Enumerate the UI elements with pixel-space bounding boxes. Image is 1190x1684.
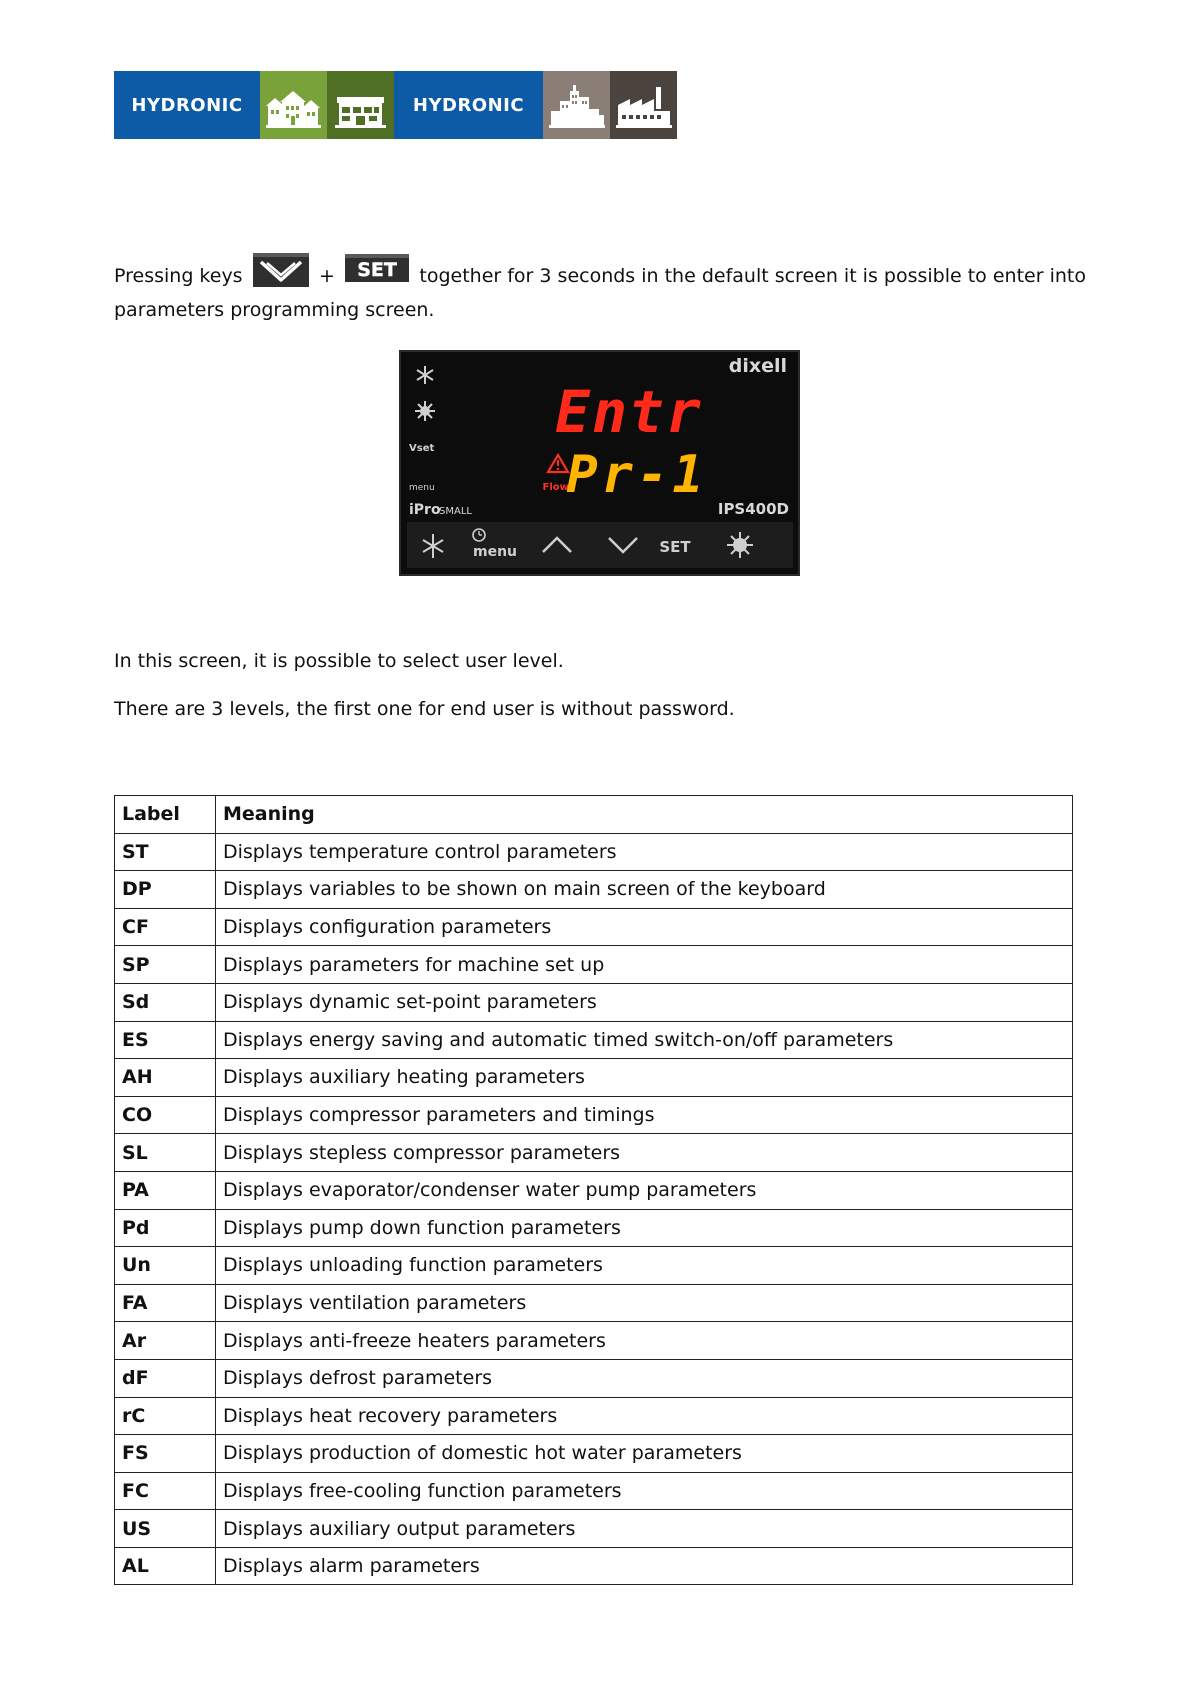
table-row [115, 908, 1073, 946]
row-label: ES [115, 1021, 216, 1059]
banner-title-left: HYDRONIC [114, 71, 260, 139]
row-meaning: Displays stepless compressor parameters [216, 1134, 1073, 1172]
table-row [115, 1021, 1073, 1059]
model-left-small: SMALL [439, 506, 472, 517]
banner-title-right: HYDRONIC [394, 71, 543, 139]
down-arrow-key-icon [253, 253, 309, 287]
row-meaning: Displays energy saving and automatic timed switch-on/off parameters [216, 1021, 1073, 1059]
row-label: ST [115, 833, 216, 871]
row-label: PA [115, 1171, 216, 1209]
factory-icon [610, 71, 677, 139]
table-row [115, 1096, 1073, 1134]
row-meaning: Displays defrost parameters [216, 1359, 1073, 1397]
set-key-label: SET [357, 259, 397, 281]
row-label: FS [115, 1435, 216, 1473]
flow-label: Flow! [542, 482, 574, 493]
row-label: Un [115, 1247, 216, 1285]
table-row [115, 983, 1073, 1021]
display-bottom: Pr-1 [566, 445, 708, 505]
side-vset: Vset [409, 443, 435, 454]
model-right: IPS400D [717, 500, 789, 518]
model-left: iPro [409, 502, 441, 518]
row-meaning: Displays parameters for machine set up [216, 946, 1073, 984]
table-row [115, 1209, 1073, 1247]
row-meaning: Displays configuration parameters [216, 908, 1073, 946]
row-meaning: Displays auxiliary heating parameters [216, 1059, 1073, 1097]
table-row [115, 1510, 1073, 1548]
row-label: dF [115, 1359, 216, 1397]
controller-brand: dixell [728, 355, 787, 377]
row-meaning: Displays unloading function parameters [216, 1247, 1073, 1285]
row-meaning: Displays auxiliary output parameters [216, 1510, 1073, 1548]
intro-paragraph [114, 256, 1086, 329]
side-menu: menu [409, 483, 435, 493]
row-meaning: Displays variables to be shown on main screen of the keyboard [216, 871, 1073, 909]
commercial-building-icon [327, 71, 394, 139]
table-row [115, 1059, 1073, 1097]
intro-plus-text: + [319, 264, 335, 287]
table-row [115, 1171, 1073, 1209]
table-row [115, 833, 1073, 871]
table-row [115, 1134, 1073, 1172]
table-row [115, 1547, 1073, 1585]
residential-buildings-icon [260, 71, 327, 139]
intro-rest-text: together for 3 seconds in the default screen it is possible to enter into [419, 264, 1086, 287]
set-button: SET [659, 538, 691, 556]
table-row [115, 1284, 1073, 1322]
row-label: CO [115, 1096, 216, 1134]
table-row [115, 1435, 1073, 1473]
table-row [115, 1397, 1073, 1435]
row-label: FA [115, 1284, 216, 1322]
row-label: DP [115, 871, 216, 909]
row-label: SL [115, 1134, 216, 1172]
row-meaning: Displays heat recovery parameters [216, 1397, 1073, 1435]
header-banner [114, 71, 680, 139]
city-skyline-icon [543, 71, 610, 139]
controller-photo [399, 350, 800, 576]
intro-pressing-text: Pressing keys [114, 264, 243, 287]
table-row [115, 1359, 1073, 1397]
menu-button: menu [472, 544, 518, 560]
row-meaning: Displays dynamic set-point parameters [216, 983, 1073, 1021]
table-row [115, 946, 1073, 984]
levels-text: There are 3 levels, the first one for end user is without password. [114, 698, 735, 720]
header-meaning: Meaning [216, 796, 1073, 834]
row-meaning: Displays anti-freeze heaters parameters [216, 1322, 1073, 1360]
row-meaning: Displays compressor parameters and timings [216, 1096, 1073, 1134]
header-label: Label [115, 796, 216, 834]
row-label: AH [115, 1059, 216, 1097]
row-label: CF [115, 908, 216, 946]
row-meaning: Displays production of domestic hot water parameters [216, 1435, 1073, 1473]
row-label: Sd [115, 983, 216, 1021]
table-header-row [115, 796, 1073, 834]
row-meaning: Displays alarm parameters [216, 1547, 1073, 1585]
row-label: FC [115, 1472, 216, 1510]
row-meaning: Displays evaporator/condenser water pump parameters [216, 1171, 1073, 1209]
row-label: rC [115, 1397, 216, 1435]
row-meaning: Displays pump down function parameters [216, 1209, 1073, 1247]
set-key-icon [345, 254, 409, 282]
row-label: SP [115, 946, 216, 984]
row-label: AL [115, 1547, 216, 1585]
table-row [115, 1472, 1073, 1510]
sun-icon [415, 401, 435, 421]
table-row [115, 1247, 1073, 1285]
row-meaning: Displays temperature control parameters [216, 833, 1073, 871]
table-row [115, 871, 1073, 909]
row-label: Pd [115, 1209, 216, 1247]
display-top: Entr [555, 378, 703, 446]
row-meaning: Displays free-cooling function parameters [216, 1472, 1073, 1510]
parameters-table [114, 795, 1073, 1585]
intro-line2: parameters programming screen. [114, 299, 435, 321]
row-meaning: Displays ventilation parameters [216, 1284, 1073, 1322]
table-row [115, 1322, 1073, 1360]
row-label: Ar [115, 1322, 216, 1360]
select-level-text: In this screen, it is possible to select user level. [114, 650, 564, 672]
row-label: US [115, 1510, 216, 1548]
